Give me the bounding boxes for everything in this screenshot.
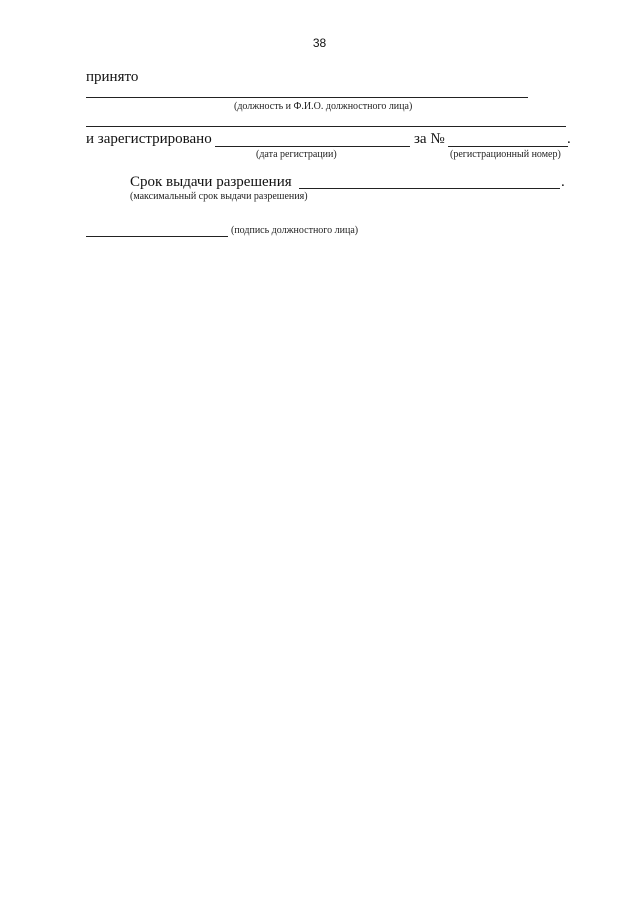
registration-date-line[interactable] — [215, 146, 410, 147]
registration-date-caption: (дата регистрации) — [256, 149, 337, 160]
registration-number-line[interactable] — [448, 146, 568, 147]
official-name-line[interactable] — [86, 97, 528, 98]
registration-number-caption: (регистрационный номер) — [450, 149, 561, 160]
signature-line[interactable] — [86, 236, 228, 237]
issue-term-label: Срок выдачи разрешения — [130, 174, 292, 190]
accepted-label: принято — [86, 69, 139, 85]
registered-label: и зарегистрировано — [86, 131, 212, 147]
continuation-line[interactable] — [86, 126, 566, 127]
issue-term-end-period: . — [561, 174, 565, 190]
issue-term-caption: (максимальный срок выдачи разрешения) — [130, 191, 308, 202]
page-number: 38 — [312, 36, 327, 50]
issue-term-line[interactable] — [299, 188, 560, 189]
registration-end-period: . — [567, 131, 571, 147]
registration-number-prefix: за № — [414, 131, 445, 147]
official-name-caption: (должность и Ф.И.О. должностного лица) — [234, 101, 413, 112]
signature-caption: (подпись должностного лица) — [231, 225, 359, 236]
